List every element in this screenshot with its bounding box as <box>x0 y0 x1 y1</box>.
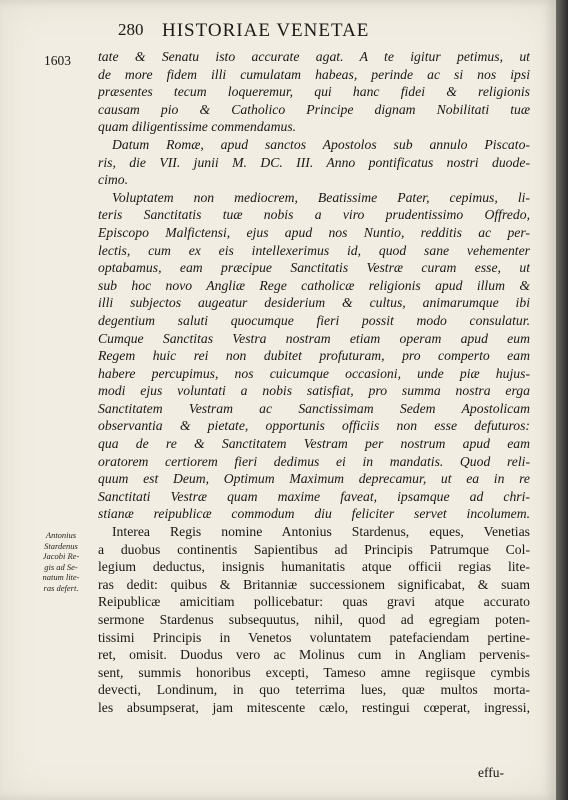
text-line: degentium saluti quocumque fieri possit modo consulatur. <box>98 312 530 328</box>
text-line: Sanctitatem Vestram ac Sanctissimam Sedem Apostolicam <box>98 400 530 416</box>
text-line: qua de re & Sanctitatem Vestram per nostrum apud eam <box>98 436 530 452</box>
text-line: Voluptatem non mediocrem, Beatissime Pater, cepimus, li- <box>112 189 530 205</box>
body-text <box>98 48 530 717</box>
margin-note-line: Jacobi Re- <box>42 551 80 561</box>
text-line: cimo. <box>98 172 129 188</box>
text-line: ret, omisit. Duodus vero ac Molinus cum in Angliam pervenis- <box>98 647 530 663</box>
text-line: Sanctitati Vestræ quam maxime faveat, ipsamque ad chri- <box>98 488 530 504</box>
text-line: tissimi Principis in Venetos voluntatem patefaciendam pertine- <box>98 629 530 645</box>
text-line: ras dedit: quibus & Britanniæ successionem significabat, & suam <box>98 576 530 592</box>
text-line: Reipublicæ amicitiam pollicebatur: quas gravi atque accurato <box>98 594 530 610</box>
text-line: modi ejus voluntati a nobis satisfiat, pro summa nostra erga <box>98 383 530 399</box>
text-line: devecti, Londinum, in quo teterrima lues, quæ multos morta- <box>98 682 530 698</box>
text-line: sent, summis honoribus excepti, Tameso amne regiisque cymbis <box>98 664 530 680</box>
text-line: ris, die VII. junii M. DC. III. Anno pontificatus nostri duode- <box>98 154 530 170</box>
text-line: stianæ reipublicæ commodum diu feliciter servet incolumem. <box>98 506 530 522</box>
text-line: Episcopo Malfictensi, ejus apud nos Nuntio, redditis ac per- <box>98 224 530 240</box>
page-edge-shadow <box>556 0 568 800</box>
page-number: 280 <box>118 20 144 39</box>
text-line: observantia & pietate, opportunis officiis non esse defuturos: <box>98 418 530 434</box>
margin-year: 1603 <box>44 53 71 68</box>
text-line: Regem huic rei non dubitet profuturam, pro comperto eam <box>98 348 530 364</box>
margin-note-line: ras defert. <box>43 582 79 593</box>
text-line: optabamus, eam præcipue Sanctitatis Vestræ curam esse, ut <box>98 260 530 276</box>
margin-note <box>30 530 92 593</box>
text-line: sub hoc novo Angliæ Rege catholicæ religionis apud illum & <box>98 277 530 293</box>
running-header <box>118 20 488 44</box>
margin-note-line: gis ad Se- <box>44 561 78 572</box>
text-line: teris Sanctitatis tuæ nobis a viro prudentissimo Offredo, <box>98 207 530 223</box>
text-line: causam pio & Catholico Principe dignam Nobilitati tuæ <box>98 101 530 117</box>
text-line: Interea Regis nomine Antonius Stardenus, eques, Venetias <box>112 524 530 540</box>
text-line: oratorem certiorem fieri dedimus ei in mandatis. Quod reli- <box>98 453 530 469</box>
margin-note-line: Stardenus <box>44 540 78 551</box>
running-title: HISTORIAE VENETAE <box>162 20 370 41</box>
text-line: Cumque Sanctitas Vestra nostram etiam operam apud eum <box>98 330 530 346</box>
text-line: habere percupimus, nos cuicumque occasioni, unde piæ hujus- <box>98 365 530 381</box>
text-line: lectis, cum ex eis intellexerimus id, quod sane vehementer <box>98 242 530 258</box>
text-line: tate & Senatu isto accurate agat. A te igitur petimus, ut <box>98 49 530 64</box>
text-line: sermone Stardenus subsequutus, nihil, quod ad egregiam poten- <box>98 612 530 627</box>
text-line: legium deductus, insignis humanitatis atque officii regias lite- <box>98 559 530 575</box>
text-line: quam diligentissime commendamus. <box>98 119 297 135</box>
text-line: illi subjectos augeatur desiderium & cultus, animarumque ibi <box>98 295 530 311</box>
text-line: quum est Deum, Optimum Maximum deprecamur, ut ea in re <box>98 471 530 487</box>
text-line: præsentes tecum loqueremur, qui hanc fidei & religionis <box>98 84 530 100</box>
text-line: a duobus continentis Sapientibus ad Principis Patrumque Col- <box>98 541 530 557</box>
text-line: les absumpserat, jam mitescente cælo, restingui cœperat, ingressi, <box>98 699 530 715</box>
text-line: Datum Romæ, apud sanctos Apostolos sub annulo Piscato- <box>112 136 530 152</box>
margin-note-line: natum lite- <box>42 572 80 582</box>
margin-note-line: Antonius <box>45 530 77 540</box>
catchword: effu- <box>478 765 504 780</box>
text-line: de more fidem illi cumulatam habeas, perinde ac si nos ipsi <box>98 66 530 82</box>
